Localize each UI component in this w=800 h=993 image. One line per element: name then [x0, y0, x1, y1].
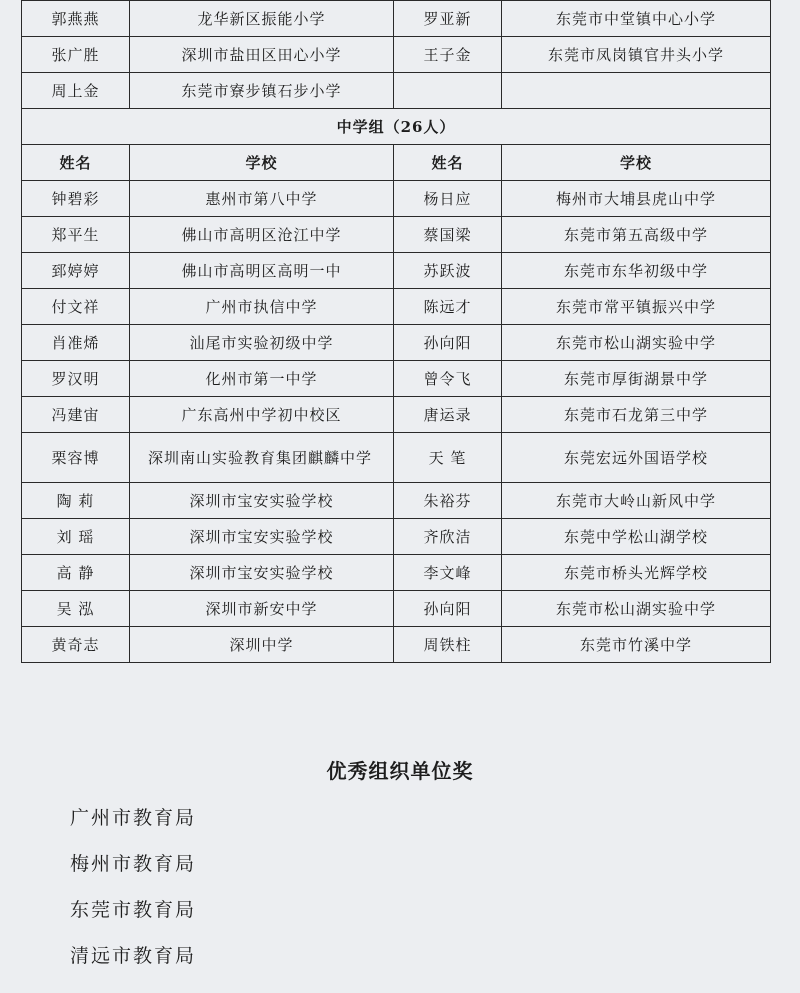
name-header: 姓名 — [22, 145, 130, 181]
school-cell: 东莞市石龙第三中学 — [502, 397, 771, 433]
name-cell: 黄奇志 — [22, 627, 130, 663]
name-cell: 罗汉明 — [22, 361, 130, 397]
school-cell: 广东高州中学初中校区 — [130, 397, 394, 433]
school-cell: 深圳中学 — [130, 627, 394, 663]
table-row — [22, 325, 771, 361]
school-cell — [502, 73, 771, 109]
school-cell: 东莞市东华初级中学 — [502, 253, 771, 289]
awards-table — [21, 0, 771, 663]
school-cell: 深圳南山实验教育集团麒麟中学 — [130, 433, 394, 483]
school-cell: 深圳市盐田区田心小学 — [130, 37, 394, 73]
table-row — [22, 483, 771, 519]
school-header: 学校 — [130, 145, 394, 181]
org-item: 东莞市教育局 — [70, 899, 197, 921]
table-row — [22, 591, 771, 627]
school-cell: 广州市执信中学 — [130, 289, 394, 325]
table-row — [22, 397, 771, 433]
school-cell: 深圳市宝安实验学校 — [130, 519, 394, 555]
name-cell: 杨日应 — [394, 181, 502, 217]
name-cell: 蔡国梁 — [394, 217, 502, 253]
name-cell: 栗容博 — [22, 433, 130, 483]
school-cell: 佛山市高明区沧江中学 — [130, 217, 394, 253]
name-cell: 付文祥 — [22, 289, 130, 325]
table-row — [22, 361, 771, 397]
name-cell: 吴 泓 — [22, 591, 130, 627]
column-header-row — [22, 145, 771, 181]
school-cell: 东莞市大岭山新风中学 — [502, 483, 771, 519]
org-item: 梅州市教育局 — [70, 853, 197, 875]
name-cell: 周上金 — [22, 73, 130, 109]
name-cell: 冯建宙 — [22, 397, 130, 433]
name-cell: 肖准烯 — [22, 325, 130, 361]
school-cell: 东莞中学松山湖学校 — [502, 519, 771, 555]
school-cell: 佛山市高明区高明一中 — [130, 253, 394, 289]
middle-group-section — [22, 109, 771, 663]
middle-group-title: 中学组（26人） — [22, 109, 771, 145]
school-cell: 深圳市宝安实验学校 — [130, 555, 394, 591]
school-cell: 深圳市新安中学 — [130, 591, 394, 627]
name-cell: 曾令飞 — [394, 361, 502, 397]
org-award-list — [70, 795, 196, 979]
name-cell: 陈远才 — [394, 289, 502, 325]
school-cell: 东莞市桥头光辉学校 — [502, 555, 771, 591]
org-item: 清远市教育局 — [70, 945, 197, 967]
school-cell: 东莞宏远外国语学校 — [502, 433, 771, 483]
name-header: 姓名 — [394, 145, 502, 181]
name-cell: 孙向阳 — [394, 325, 502, 361]
school-cell: 汕尾市实验初级中学 — [130, 325, 394, 361]
name-cell: 孙向阳 — [394, 591, 502, 627]
name-cell: 天 笔 — [394, 433, 502, 483]
table-row — [22, 519, 771, 555]
name-cell: 王子金 — [394, 37, 502, 73]
name-cell: 苏跃波 — [394, 253, 502, 289]
school-cell: 惠州市第八中学 — [130, 181, 394, 217]
school-cell: 东莞市松山湖实验中学 — [502, 591, 771, 627]
school-cell: 东莞市第五高级中学 — [502, 217, 771, 253]
school-cell: 化州市第一中学 — [130, 361, 394, 397]
name-cell: 唐运录 — [394, 397, 502, 433]
name-cell: 陶 莉 — [22, 483, 130, 519]
table-row — [22, 627, 771, 663]
table-row — [22, 217, 771, 253]
table-row — [22, 253, 771, 289]
primary-group-rows — [22, 1, 771, 109]
table-row — [22, 1, 771, 37]
table-row — [22, 555, 771, 591]
name-cell: 周铁柱 — [394, 627, 502, 663]
school-cell: 东莞市松山湖实验中学 — [502, 325, 771, 361]
name-cell: 郑平生 — [22, 217, 130, 253]
table-row — [22, 181, 771, 217]
name-cell: 郭燕燕 — [22, 1, 130, 37]
name-cell: 李文峰 — [394, 555, 502, 591]
school-cell: 东莞市常平镇振兴中学 — [502, 289, 771, 325]
school-cell: 东莞市中堂镇中心小学 — [502, 1, 771, 37]
name-cell — [394, 73, 502, 109]
name-cell: 朱裕芬 — [394, 483, 502, 519]
school-header: 学校 — [502, 145, 771, 181]
table-row — [22, 433, 771, 483]
school-cell: 东莞市寮步镇石步小学 — [130, 73, 394, 109]
table-row — [22, 73, 771, 109]
name-cell: 郅婷婷 — [22, 253, 130, 289]
school-cell: 东莞市竹溪中学 — [502, 627, 771, 663]
table-row — [22, 37, 771, 73]
name-cell: 张广胜 — [22, 37, 130, 73]
org-award-title: 优秀组织单位奖 — [326, 759, 474, 783]
school-cell: 东莞市厚街湖景中学 — [502, 361, 771, 397]
name-cell: 高 静 — [22, 555, 130, 591]
name-cell: 罗亚新 — [394, 1, 502, 37]
school-cell: 深圳市宝安实验学校 — [130, 483, 394, 519]
org-item: 广州市教育局 — [70, 807, 197, 829]
school-cell: 东莞市凤岗镇官井头小学 — [502, 37, 771, 73]
name-cell: 齐欣洁 — [394, 519, 502, 555]
school-cell: 龙华新区振能小学 — [130, 1, 394, 37]
name-cell: 钟碧彩 — [22, 181, 130, 217]
name-cell: 刘 瑶 — [22, 519, 130, 555]
school-cell: 梅州市大埔县虎山中学 — [502, 181, 771, 217]
table-row — [22, 289, 771, 325]
